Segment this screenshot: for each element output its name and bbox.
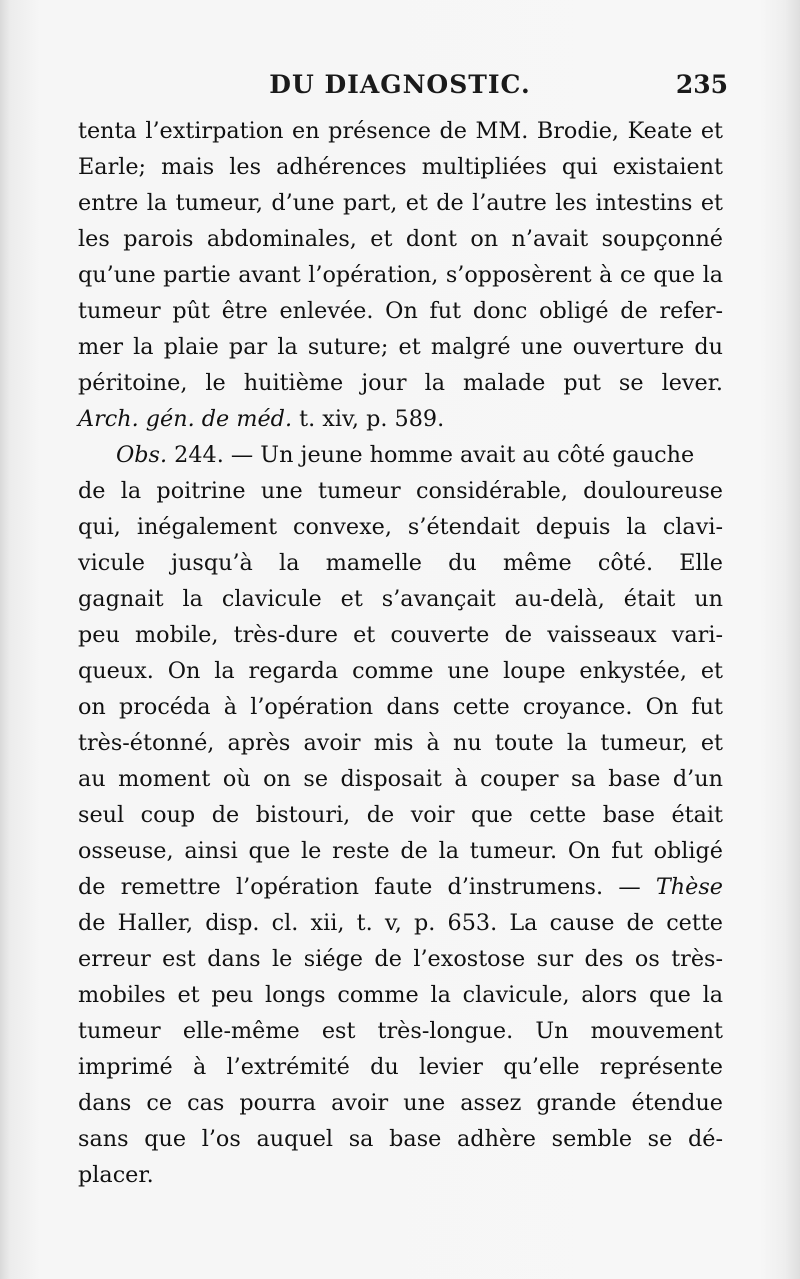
- text-line: on procéda à l’opération dans cette croyance. On fut: [78, 694, 723, 720]
- text-line: mobiles et peu longs comme la clavicule, alors que la: [78, 982, 723, 1008]
- text-line: erreur est dans le siége de l’exostose sur des os très-: [78, 946, 723, 972]
- text-line: imprimé à l’extrémité du levier qu’elle représente: [78, 1054, 723, 1080]
- observation-label: Obs.: [116, 442, 168, 468]
- observation-text: 244. — Un jeune homme avait au côté gauche: [167, 442, 695, 468]
- text-line: de Haller, disp. cl. xii, t. v, p. 653. La cause de cette: [78, 910, 723, 936]
- text-line: peu mobile, très-dure et couverte de vaisseaux vari-: [78, 622, 723, 648]
- reference-journal: Arch. gén. de méd.: [78, 406, 293, 432]
- page-number: 235: [675, 70, 728, 99]
- text-line: seul coup de bistouri, de voir que cette base était: [78, 802, 723, 828]
- text-line: osseuse, ainsi que le reste de la tumeur. On fut obligé: [78, 838, 723, 864]
- observation-heading-line: [78, 437, 723, 473]
- text-line: Earle; mais les adhérences multipliées qui existaient: [78, 154, 723, 180]
- page-header: [0, 70, 800, 110]
- text-line: tumeur pût être enlevée. On fut donc obligé de refer-: [78, 298, 723, 324]
- text-line: placer.: [78, 1162, 154, 1188]
- reference-volume: t. xiv, p. 589.: [292, 406, 445, 432]
- text-line: tumeur elle-même est très-longue. Un mouvement: [78, 1018, 723, 1044]
- body-text: [78, 113, 723, 1193]
- text-line: qu’une partie avant l’opération, s’opposèrent à ce que la: [78, 262, 723, 288]
- text-line: qui, inégalement convexe, s’étendait depuis la clavi-: [78, 514, 723, 540]
- text-line: gagnait la clavicule et s’avançait au-delà, était un: [78, 586, 723, 612]
- text-line: très-étonné, après avoir mis à nu toute la tumeur, et: [78, 730, 723, 756]
- text-line: dans ce cas pourra avoir une assez grande étendue: [78, 1090, 723, 1116]
- text-line: queux. On la regarda comme une loupe enkystée, et: [78, 658, 723, 684]
- reference-line: [78, 401, 723, 437]
- text-line: au moment où on se disposait à couper sa base d’un: [78, 766, 723, 792]
- text-line: entre la tumeur, d’une part, et de l’autre les intestins et: [78, 190, 723, 216]
- text-line: de la poitrine une tumeur considérable, douloureuse: [78, 478, 723, 504]
- text-line: mer la plaie par la suture; et malgré une ouverture du: [78, 334, 723, 360]
- text-line: tenta l’extirpation en présence de MM. Brodie, Keate et: [78, 118, 723, 144]
- thesis-reference-text: de remettre l’opération faute d’instrumens. —: [78, 874, 656, 900]
- thesis-reference-line: [78, 869, 723, 905]
- text-line: sans que l’os auquel sa base adhère semble se dé-: [78, 1126, 723, 1152]
- text-line: les parois abdominales, et dont on n’avait soupçonné: [78, 226, 723, 252]
- running-title: DU DIAGNOSTIC.: [269, 70, 531, 99]
- thesis-label: Thèse: [655, 874, 723, 900]
- text-line: vicule jusqu’à la mamelle du même côté. Elle: [78, 550, 723, 576]
- text-line: péritoine, le huitième jour la malade put se lever.: [78, 370, 723, 396]
